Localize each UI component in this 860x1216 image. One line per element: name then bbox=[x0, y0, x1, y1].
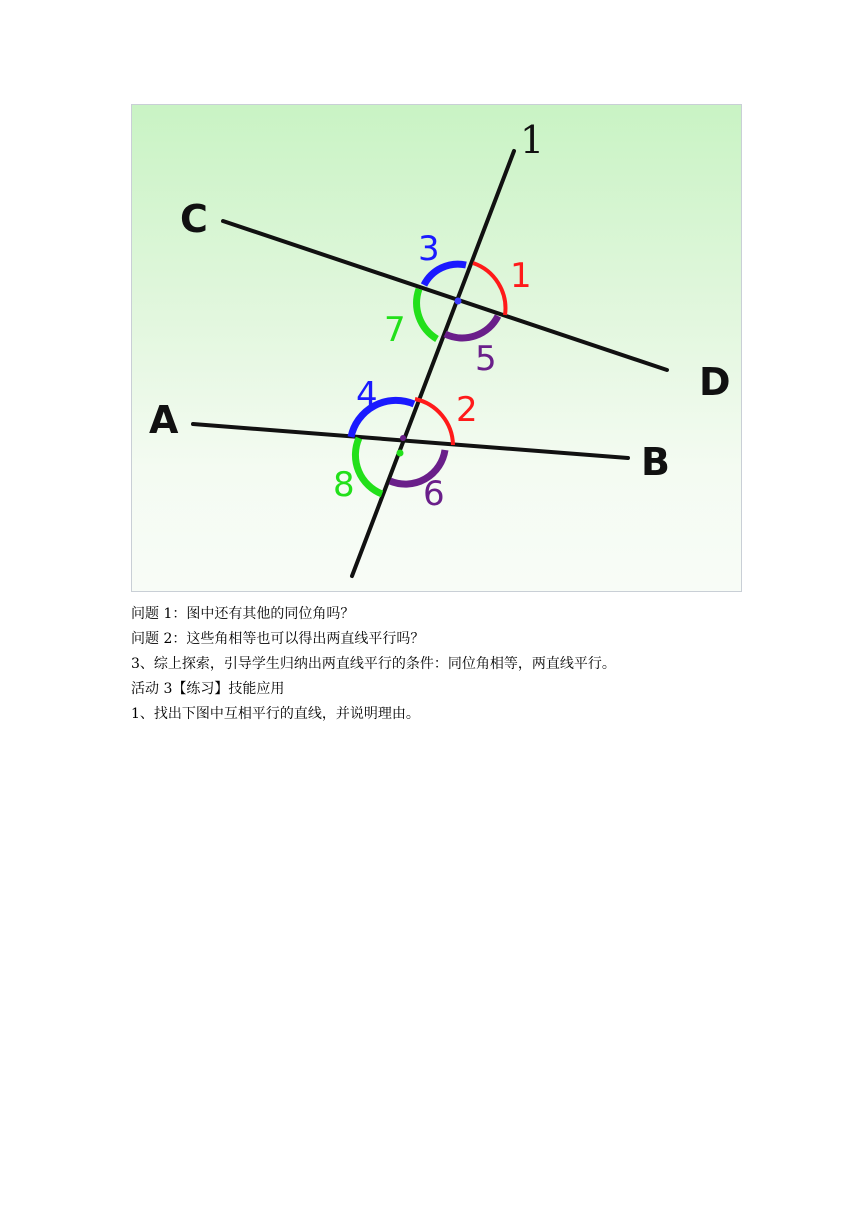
intersection-dot-lower-b bbox=[400, 435, 406, 441]
line-label-d: D bbox=[699, 360, 731, 404]
angle-arc-2 bbox=[415, 399, 453, 445]
line-label-a: A bbox=[149, 398, 179, 442]
line-cd bbox=[223, 221, 667, 370]
angle-label-4: 4 bbox=[356, 375, 378, 415]
angle-label-1: 1 bbox=[510, 256, 532, 296]
angle-arc-7 bbox=[417, 289, 437, 339]
intersection-dot-upper bbox=[455, 298, 462, 305]
angle-label-8: 8 bbox=[333, 465, 355, 505]
parallel-lines-figure bbox=[131, 104, 742, 592]
intersection-dot-lower bbox=[397, 450, 404, 457]
line-ab bbox=[193, 424, 628, 458]
document-text bbox=[131, 604, 771, 729]
line-label-b: B bbox=[641, 440, 670, 484]
summary-paragraph: 3、综上探索，引导学生归纳出两直线平行的条件：同位角相等，两直线平行。 bbox=[131, 656, 616, 672]
exercise-1: 1、找出下图中互相平行的直线，并说明理由。 bbox=[131, 706, 420, 722]
line-label-c: C bbox=[180, 197, 208, 241]
angle-label-2: 2 bbox=[456, 390, 478, 430]
line-label-1: 1 bbox=[520, 118, 545, 162]
angle-label-5: 5 bbox=[475, 339, 497, 379]
activity-heading: 活动 3【练习】技能应用 bbox=[131, 681, 285, 697]
angle-label-6: 6 bbox=[423, 474, 445, 514]
angle-arc-5 bbox=[445, 316, 498, 338]
angle-arc-8 bbox=[355, 438, 382, 494]
angle-label-3: 3 bbox=[418, 229, 440, 269]
angle-label-7: 7 bbox=[384, 310, 406, 350]
question-1: 问题 1：图中还有其他的同位角吗？ bbox=[131, 606, 355, 622]
geometry-diagram bbox=[132, 105, 743, 593]
question-2: 问题 2：这些角相等也可以得出两直线平行吗？ bbox=[131, 631, 425, 647]
